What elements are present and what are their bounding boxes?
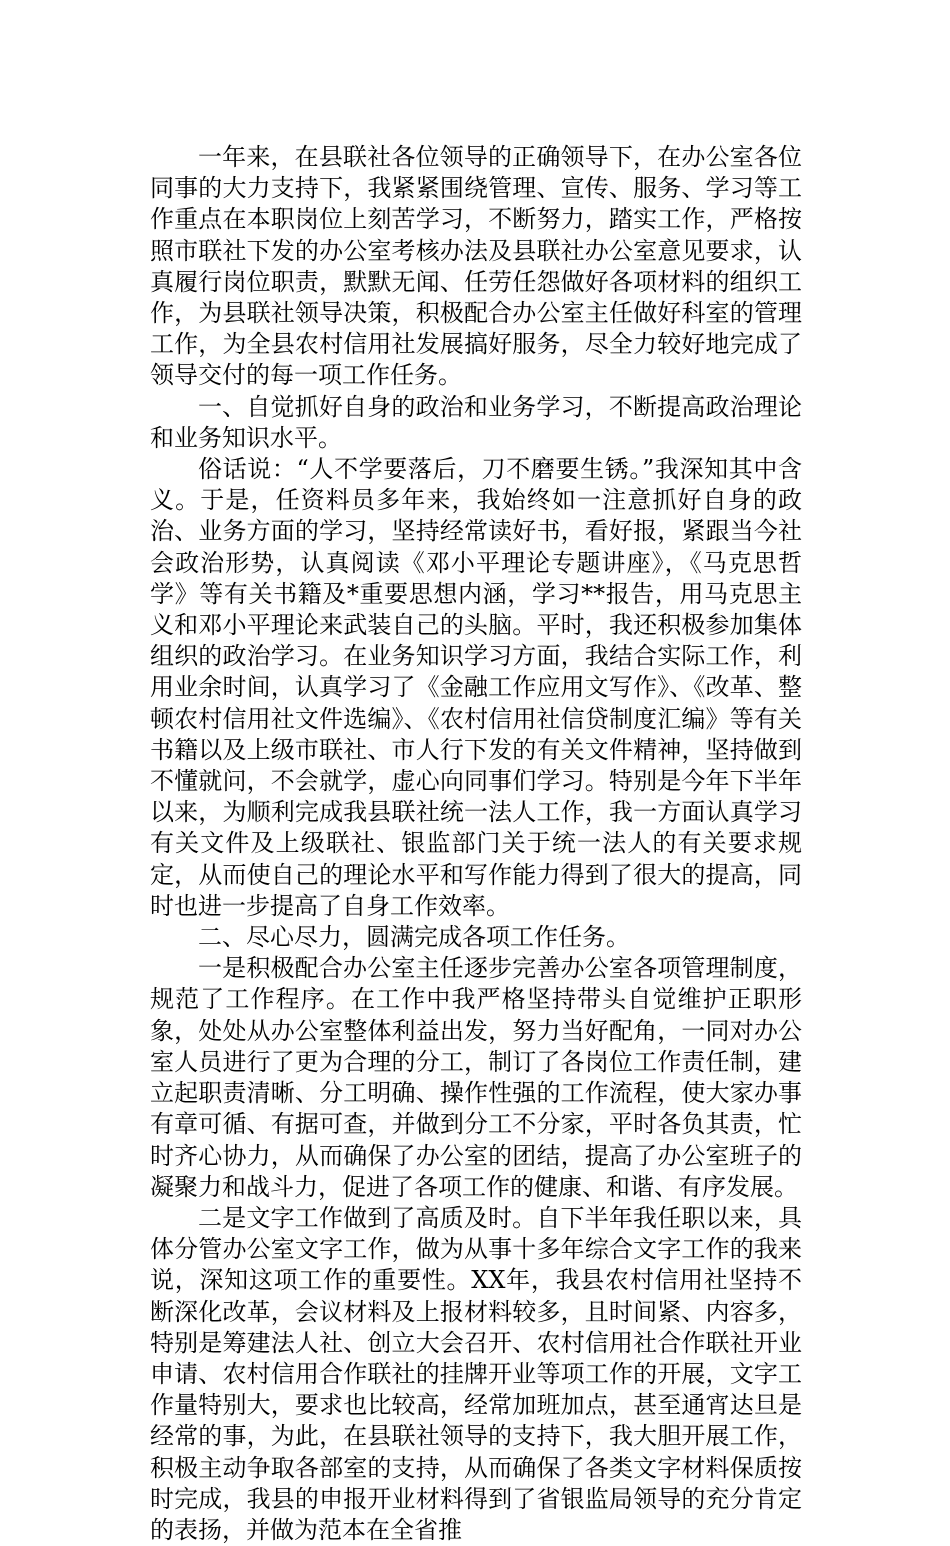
document-body <box>150 142 802 1546</box>
body-paragraph: 俗话说：“人不学要落后，刀不磨要生锈。”我深知其中含义。于是，任资料员多年来，我始终如一注意抓好自身的政治、业务方面的学习，坚持经常读好书，看好报，紧跟当今社会政治形势，认真阅读《邓小平理论专题讲座》，《马克思哲学》等有关书籍及*重要思想内涵，学习**报告，用马克思主义和邓小平理论来武装自己的头脑。平时，我还积极参加集体组织的政治学习。在业务知识学习方面，我结合实际工作，利用业余时间，认真学习了《金融工作应用文写作》、《改革、整顿农村信用社文件选编》、《农村信用社信贷制度汇编》等有关书籍以及上级市联社、市人行下发的有关文件精神，坚持做到不懂就问，不会就学，虚心向同事们学习。特别是今年下半年以来，为顺利完成我县联社统一法人工作，我一方面认真学习有关文件及上级联社、银监部门关于统一法人的有关要求规定，从而使自己的理论水平和写作能力得到了很大的提高，同时也进一步提高了自身工作效率。 <box>150 455 802 920</box>
body-paragraph: 二是文字工作做到了高质及时。自下半年我任职以来，具体分管办公室文字工作，做为从事十多年综合文字工作的我来说，深知这项工作的重要性。XX年，我县农村信用社坚持不断深化改革，会议材料及上报材料较多，且时间紧、内容多，特别是筹建法人社、创立大会召开、农村信用社合作联社开业申请、农村信用合作联社的挂牌开业等项工作的开展，文字工作量特别大，要求也比较高，经常加班加点，甚至通宵达旦是经常的事，为此，在县联社领导的支持下，我大胆开展工作，积极主动争取各部室的支持，从而确保了各类文字材料保质按时完成，我县的申报开业材料得到了省银监局领导的充分肯定的表扬，并做为范本在全省推 <box>150 1203 802 1544</box>
section-heading-1: 一、自觉抓好自身的政治和业务学习，不断提高政治理论和业务知识水平。 <box>150 392 802 452</box>
intro-paragraph: 一年来，在县联社各位领导的正确领导下，在办公室各位同事的大力支持下，我紧紧围绕管理、宣传、服务、学习等工作重点在本职岗位上刻苦学习，不断努力，踏实工作，严格按照市联社下发的办公室考核办法及县联社办公室意见要求，认真履行岗位职责，默默无闻、任劳任怨做好各项材料的组织工作，为县联社领导决策，积极配合办公室主任做好科室的管理工作，为全县农村信用社发展搞好服务，尽全力较好地完成了领导交付的每一项工作任务。 <box>150 143 802 390</box>
body-paragraph: 一是积极配合办公室主任逐步完善办公室各项管理制度，规范了工作程序。在工作中我严格坚持带头自觉维护正职形象，处处从办公室整体利益出发，努力当好配角，一同对办公室人员进行了更为合理的分工，制订了各岗位工作责任制，建立起职责清晰、分工明确、操作性强的工作流程，使大家办事有章可循、有据可查，并做到分工不分家，平时各负其责，忙时齐心协力，从而确保了办公室的团结，提高了办公室班子的凝聚力和战斗力，促进了各项工作的健康、和谐、有序发展。 <box>150 954 802 1201</box>
section-heading-2: 二、尽心尽力，圆满完成各项工作任务。 <box>198 923 630 952</box>
